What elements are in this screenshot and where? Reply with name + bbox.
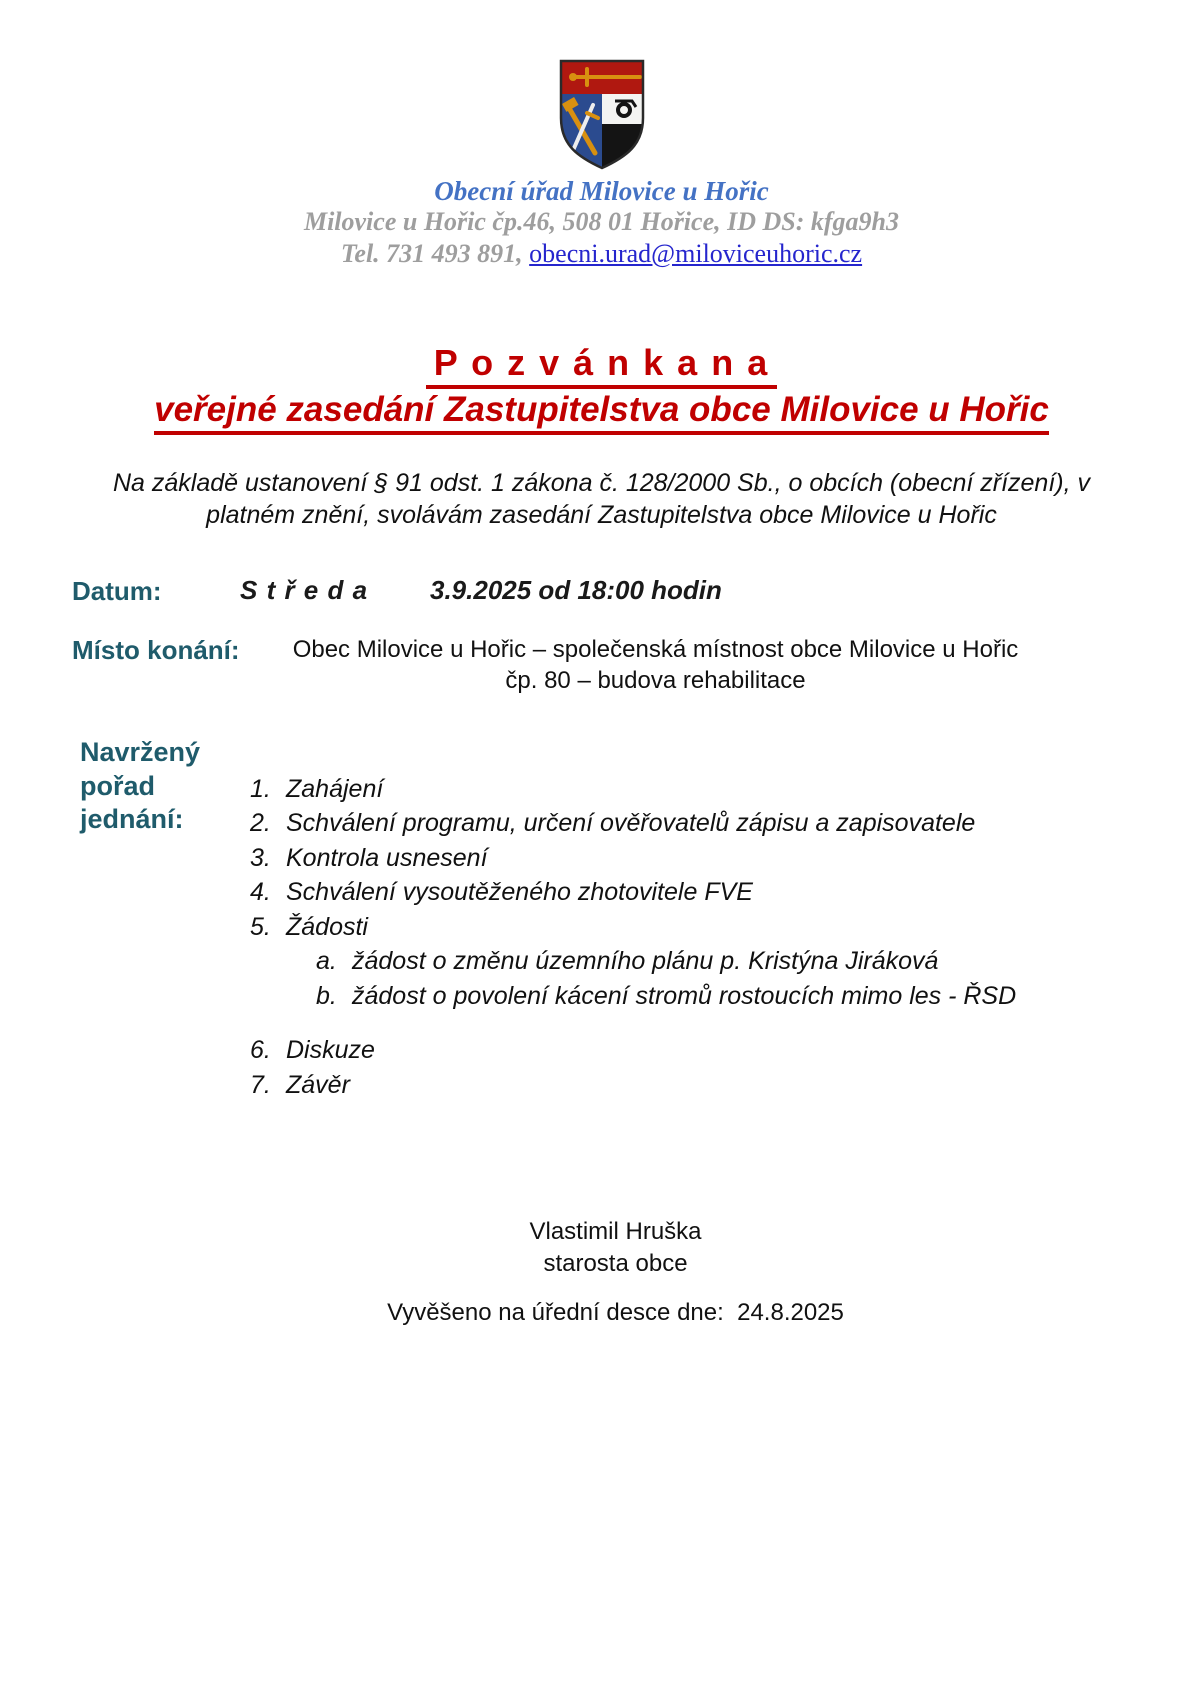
venue-row [72,634,1131,696]
posted-date-line: Vyvěšeno na úřední desce dne: 24.8.2025 [387,1298,844,1326]
agenda-item-1: 1. Zahájení [250,774,384,803]
agenda-list [250,776,1131,1107]
agenda-item-4: 4. Schválení vysoutěženého zhotovitele FVE [250,878,753,907]
agenda-item-6: 6. Diskuze [250,1036,375,1065]
venue-line1: Obec Milovice u Hořic – společenská místnost obce Milovice u Hořic [292,635,1019,663]
invitation-title-line2: veřejné zasedání Zastupitelstva obce Milovice u Hořic [154,391,1049,436]
venue-line2: čp. 80 – budova rehabilitace [505,666,806,694]
org-email-link[interactable]: obecni.urad@miloviceuhoric.cz [529,239,863,268]
legal-basis-paragraph: Na základě ustanovení § 91 odst. 1 zákona č. 128/2000 Sb., o obcích (obecní zřízení), v platném znění, svolávám zasedání Zastupitelstva obce Milovice u Hořic [113,469,1090,530]
agenda-spacer [250,1017,1131,1037]
agenda-item-3: 3. Kontrola usnesení [250,843,488,872]
signature-block [72,1216,1131,1278]
signatory-role: starosta obce [543,1249,688,1277]
venue-label: Místo konání: [72,634,240,665]
agenda-label: Navržený pořad jednání: [80,736,201,835]
signatory-name: Vlastimil Hruška [529,1218,702,1246]
org-address: Milovice u Hořic čp.46, 508 01 Hořice, ID DS: kfga9h3 [303,207,900,236]
invitation-title-line1: P o z v á n k a n a [426,343,777,389]
agenda-item-7: 7. Závěr [250,1070,350,1099]
municipal-crest-icon [556,56,648,172]
date-row [72,575,1131,608]
venue-value [240,634,1131,696]
agenda-subitem-a: a. žádost o změnu územního plánu p. Kristýna Jiráková [316,947,939,976]
org-name: Obecní úřad Milovice u Hořic [434,176,769,206]
date-value: 3.9.2025 od 18:00 hodin [430,575,722,606]
date-weekday: S t ř e d a [240,575,369,606]
letterhead [72,56,1131,267]
date-label: Datum: [72,576,162,607]
invitation-title [72,343,1131,435]
org-contact-line [72,241,1131,267]
org-phone: Tel. 731 493 891, [340,239,530,268]
agenda-item-2: 2. Schválení programu, určení ověřovatelů zápisu a zapisovatele [250,809,976,838]
agenda-section [72,736,1131,1107]
agenda-item-5: 5. Žádosti [250,912,368,941]
agenda-subitem-b: b. žádost o povolení kácení stromů rostoucích mimo les - ŘSD [316,981,1017,1010]
